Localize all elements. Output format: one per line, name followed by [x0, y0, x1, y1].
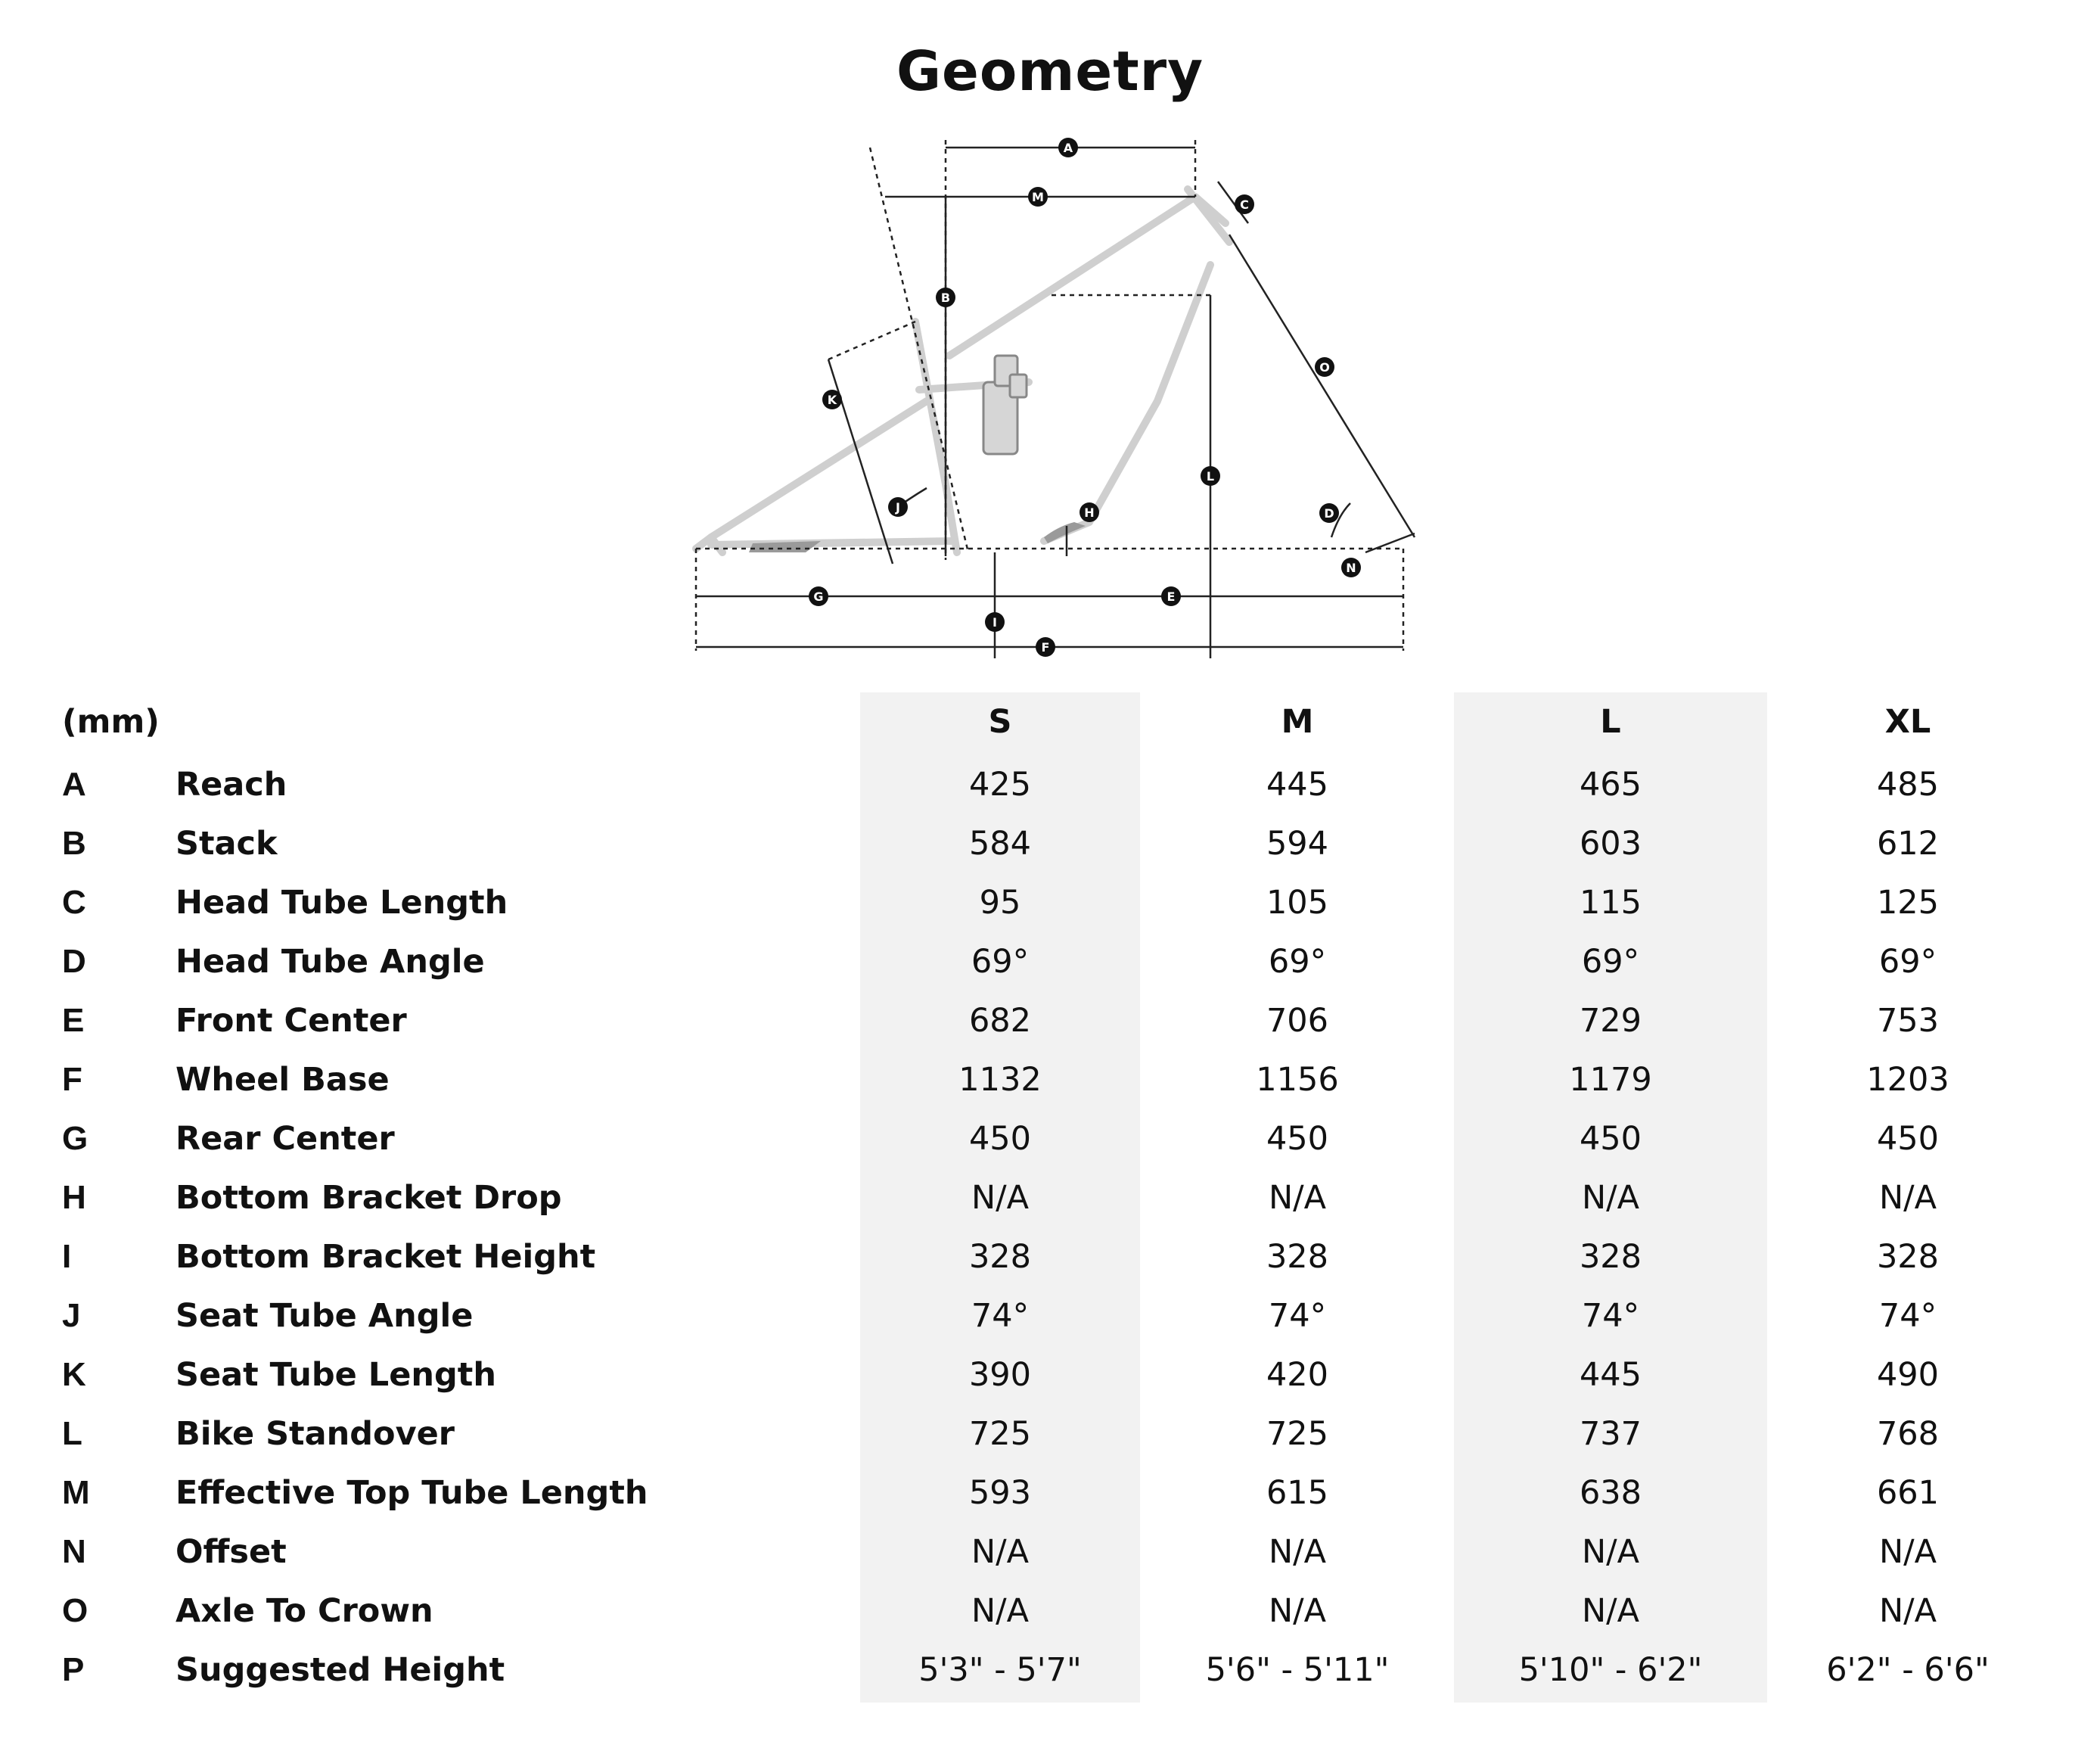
row-value-m: 420: [1266, 1356, 1329, 1394]
row-value-l: N/A: [1581, 1533, 1640, 1571]
row-value-s: 450: [968, 1120, 1032, 1158]
table-row: [0, 1050, 2100, 1109]
svg-text:O: O: [1319, 360, 1330, 375]
row-value-l: N/A: [1581, 1592, 1640, 1630]
row-letter: M: [62, 1474, 90, 1511]
row-letter: K: [62, 1356, 86, 1393]
unit-label: (mm): [62, 703, 160, 741]
svg-text:N: N: [1346, 561, 1356, 575]
row-value-xl: N/A: [1878, 1179, 1937, 1217]
row-value-xl: 6'2" - 6'6": [1826, 1651, 1990, 1689]
marker-j-icon: [888, 497, 908, 517]
row-label: Reach: [176, 766, 287, 804]
row-value-s: 95: [979, 884, 1021, 922]
table-row: [0, 1522, 2100, 1581]
svg-text:M: M: [1032, 190, 1044, 204]
row-value-xl: 753: [1876, 1002, 1940, 1040]
row-value-xl: 1203: [1866, 1061, 1949, 1099]
row-letter: N: [62, 1533, 86, 1570]
row-letter: A: [62, 766, 86, 803]
svg-text:B: B: [940, 291, 951, 305]
svg-text:K: K: [827, 393, 837, 407]
marker-e-icon: [1161, 586, 1181, 606]
row-letter: B: [62, 825, 86, 862]
marker-a-icon: [1058, 138, 1078, 157]
row-label: Bottom Bracket Height: [176, 1238, 596, 1276]
dimension-markers: [809, 138, 1361, 657]
row-value-l: 1179: [1569, 1061, 1652, 1099]
row-value-xl: 490: [1876, 1356, 1940, 1394]
table-row: [0, 1109, 2100, 1168]
row-value-s: N/A: [971, 1179, 1030, 1217]
marker-k-icon: [822, 390, 842, 409]
row-value-xl: 450: [1876, 1120, 1940, 1158]
row-value-s: 74°: [971, 1297, 1030, 1335]
row-value-s: 682: [968, 1002, 1032, 1040]
row-value-xl: N/A: [1878, 1592, 1937, 1630]
size-header-s: S: [988, 703, 1012, 741]
row-value-l: 5'10" - 6'2": [1518, 1651, 1703, 1689]
row-value-s: 593: [968, 1474, 1032, 1512]
table-row: [0, 873, 2100, 932]
row-value-m: 615: [1266, 1474, 1329, 1512]
row-value-m: 105: [1266, 884, 1329, 922]
page-title: Geometry: [896, 39, 1204, 103]
row-label: Axle To Crown: [176, 1592, 433, 1630]
svg-text:F: F: [1041, 640, 1050, 655]
row-value-xl: 768: [1876, 1415, 1940, 1453]
row-value-l: N/A: [1581, 1179, 1640, 1217]
row-label: Head Tube Length: [176, 884, 508, 922]
row-value-xl: 125: [1876, 884, 1940, 922]
marker-b-icon: [936, 288, 955, 307]
marker-o-icon: [1315, 357, 1334, 377]
row-value-xl: 661: [1876, 1474, 1940, 1512]
row-value-s: 328: [968, 1238, 1032, 1276]
svg-text:D: D: [1324, 506, 1334, 521]
marker-h-icon: [1080, 502, 1099, 522]
svg-text:H: H: [1084, 505, 1095, 520]
row-value-m: 450: [1266, 1120, 1329, 1158]
row-letter: G: [62, 1120, 89, 1157]
marker-c-icon: [1235, 194, 1254, 214]
size-header-l: L: [1600, 703, 1621, 741]
svg-text:I: I: [993, 615, 997, 630]
row-letter: E: [62, 1002, 85, 1039]
row-value-l: 328: [1579, 1238, 1642, 1276]
row-value-s: 69°: [971, 943, 1030, 981]
table-row: [0, 1286, 2100, 1345]
marker-d-icon: [1319, 503, 1339, 523]
row-value-m: 1156: [1256, 1061, 1339, 1099]
geometry-diagram: [666, 129, 1437, 666]
row-value-m: 5'6" - 5'11": [1205, 1651, 1390, 1689]
row-value-m: 445: [1266, 766, 1329, 804]
marker-f-icon: [1036, 637, 1055, 657]
row-value-xl: 485: [1876, 766, 1940, 804]
svg-text:E: E: [1166, 589, 1176, 604]
row-value-l: 603: [1579, 825, 1642, 863]
row-value-s: 725: [968, 1415, 1032, 1453]
row-value-l: 737: [1579, 1415, 1642, 1453]
row-value-xl: 74°: [1878, 1297, 1937, 1335]
table-row: [0, 1641, 2100, 1700]
table-header-row: [0, 692, 2100, 751]
table-row: [0, 932, 2100, 991]
row-letter: F: [62, 1061, 82, 1098]
table-row: [0, 991, 2100, 1050]
row-letter: I: [62, 1238, 72, 1275]
row-label: Head Tube Angle: [176, 943, 485, 981]
row-label: Suggested Height: [176, 1651, 505, 1689]
size-header-xl: XL: [1884, 703, 1931, 741]
svg-text:J: J: [896, 500, 900, 515]
table-row: [0, 755, 2100, 814]
row-value-s: 5'3" - 5'7": [918, 1651, 1082, 1689]
row-label: Rear Center: [176, 1120, 395, 1158]
row-value-s: N/A: [971, 1592, 1030, 1630]
row-value-s: 425: [968, 766, 1032, 804]
row-value-l: 729: [1579, 1002, 1642, 1040]
row-value-s: 390: [968, 1356, 1032, 1394]
row-value-l: 74°: [1581, 1297, 1640, 1335]
row-value-m: N/A: [1268, 1533, 1327, 1571]
marker-g-icon: [809, 586, 828, 606]
row-letter: J: [62, 1297, 81, 1334]
svg-text:C: C: [1240, 197, 1249, 212]
svg-text:G: G: [813, 589, 824, 604]
row-label: Effective Top Tube Length: [176, 1474, 648, 1512]
row-label: Front Center: [176, 1002, 407, 1040]
row-value-l: 115: [1579, 884, 1642, 922]
row-value-s: 1132: [958, 1061, 1042, 1099]
row-letter: L: [62, 1415, 82, 1452]
table-row: [0, 1463, 2100, 1522]
row-value-m: 594: [1266, 825, 1329, 863]
row-value-xl: N/A: [1878, 1533, 1937, 1571]
marker-m-icon: [1028, 187, 1048, 207]
row-letter: P: [62, 1651, 85, 1688]
table-row: [0, 814, 2100, 873]
row-value-m: 725: [1266, 1415, 1329, 1453]
row-value-xl: 69°: [1878, 943, 1937, 981]
row-value-m: N/A: [1268, 1179, 1327, 1217]
row-value-s: N/A: [971, 1533, 1030, 1571]
row-label: Offset: [176, 1533, 287, 1571]
marker-i-icon: [985, 612, 1005, 632]
row-letter: C: [62, 884, 86, 921]
bike-frame: [696, 189, 1229, 552]
row-value-l: 445: [1579, 1356, 1642, 1394]
size-header-m: M: [1281, 703, 1314, 741]
row-value-m: 328: [1266, 1238, 1329, 1276]
svg-text:L: L: [1206, 469, 1215, 484]
row-label: Bottom Bracket Drop: [176, 1179, 562, 1217]
row-label: Seat Tube Length: [176, 1356, 496, 1394]
table-row: [0, 1168, 2100, 1227]
row-value-m: 69°: [1268, 943, 1327, 981]
row-label: Seat Tube Angle: [176, 1297, 474, 1335]
row-letter: H: [62, 1179, 86, 1216]
row-value-m: 74°: [1268, 1297, 1327, 1335]
row-value-l: 450: [1579, 1120, 1642, 1158]
table-row: [0, 1227, 2100, 1286]
table-row: [0, 1345, 2100, 1404]
row-value-s: 584: [968, 825, 1032, 863]
row-value-l: 465: [1579, 766, 1642, 804]
table-row: [0, 1404, 2100, 1463]
shock-absorber: [983, 356, 1027, 454]
row-value-xl: 612: [1876, 825, 1940, 863]
marker-n-icon: [1341, 558, 1361, 577]
row-label: Stack: [176, 825, 278, 863]
row-value-l: 638: [1579, 1474, 1642, 1512]
marker-l-icon: [1201, 466, 1220, 486]
row-letter: D: [62, 943, 86, 980]
row-value-xl: 328: [1876, 1238, 1940, 1276]
table-row: [0, 1581, 2100, 1641]
row-value-m: 706: [1266, 1002, 1329, 1040]
downtube-guard: [1044, 522, 1086, 543]
row-value-m: N/A: [1268, 1592, 1327, 1630]
dimension-lines: [696, 140, 1415, 658]
row-value-l: 69°: [1581, 943, 1640, 981]
row-label: Bike Standover: [176, 1415, 455, 1453]
svg-text:A: A: [1063, 141, 1073, 155]
row-letter: O: [62, 1592, 89, 1629]
row-label: Wheel Base: [176, 1061, 390, 1099]
